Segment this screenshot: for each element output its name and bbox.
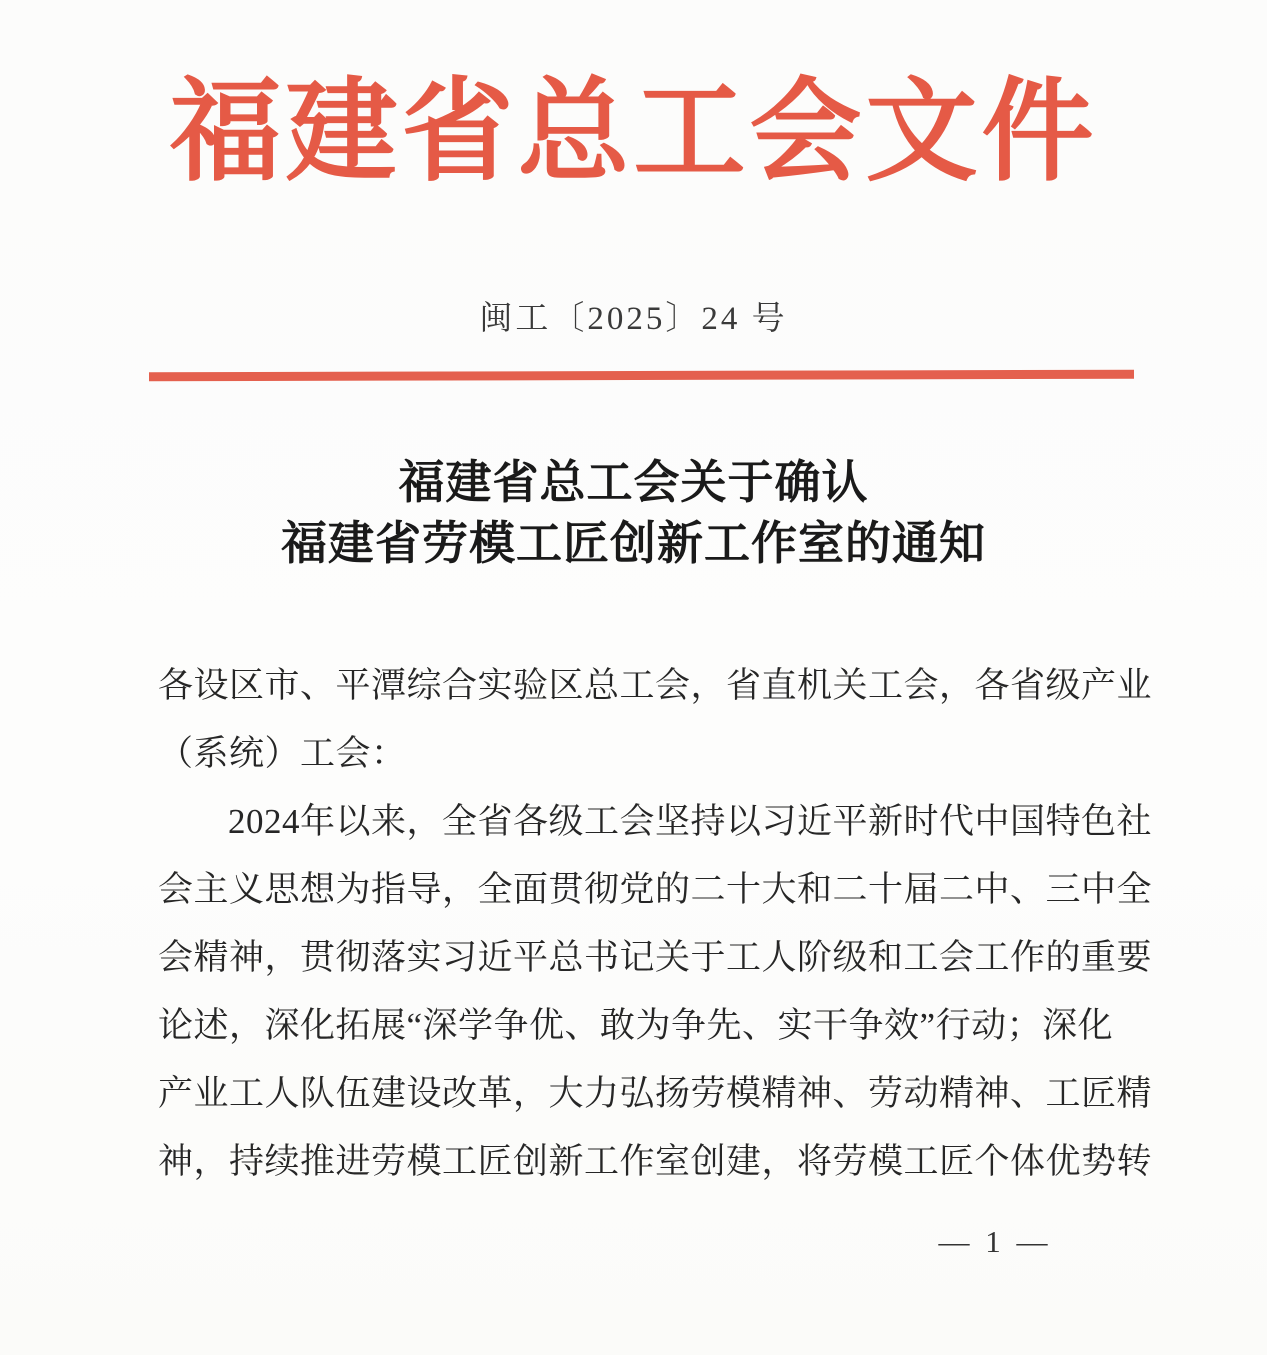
page-number: — 1 — [938,1224,1052,1259]
notice-title [0,452,1267,574]
paragraph-line: 论述，深化拓展“深学争优、敢为争先、实干争效”行动；深化 [158,1006,1114,1045]
paragraph-line: 神，持续推进劳模工匠创新工作室创建，将劳模工匠个体优势转 [158,1142,1153,1181]
paragraph-line: 2024年以来，全省各级工会坚持以习近平新时代中国特色社 [228,802,1153,841]
red-header-rule [149,370,1134,382]
notice-title-line-1: 福建省总工会关于确认 [398,457,869,508]
salutation-line: （系统）工会： [158,734,407,773]
notice-title-line-2: 福建省劳模工匠创新工作室的通知 [281,518,986,569]
document-body [158,652,1153,1196]
paragraph-line: 会主义思想为指导，全面贯彻党的二十大和二十届二中、三中全 [158,870,1153,909]
salutation-line: 各设区市、平潭综合实验区总工会，省直机关工会，各省级产业 [158,666,1153,705]
org-header-title: 福建省总工会文件 [169,71,1098,195]
paragraph-line: 产业工人队伍建设改革，大力弘扬劳模精神、劳动精神、工匠精 [158,1074,1153,1113]
paragraph-line: 会精神，贯彻落实习近平总书记关于工人阶级和工会工作的重要 [158,938,1153,977]
document-reference-number: 闽工〔2025〕24 号 [479,301,788,337]
